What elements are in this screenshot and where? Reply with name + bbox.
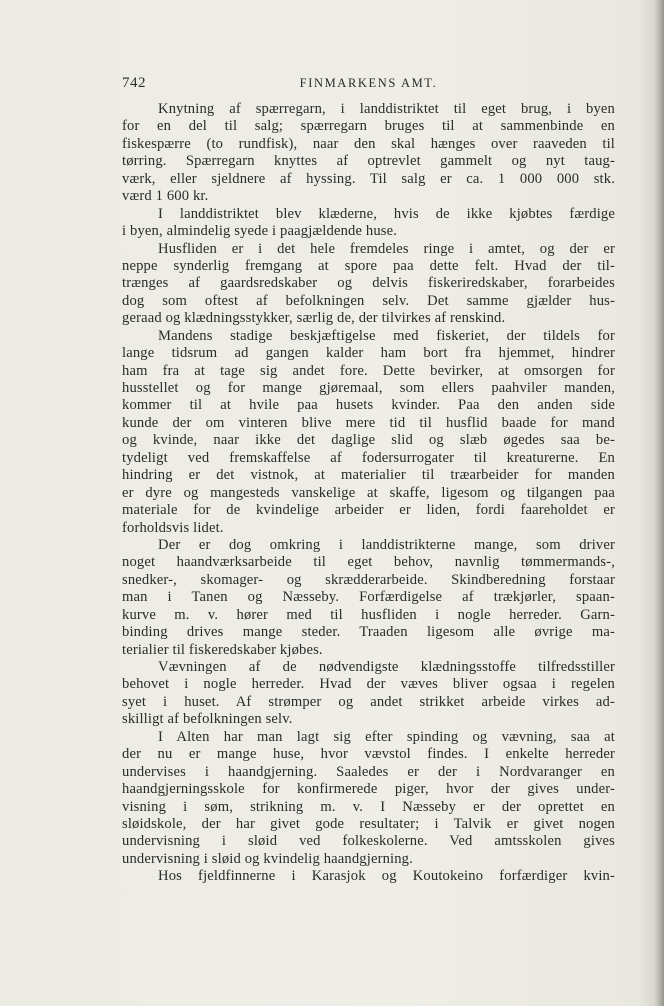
- text-line: geraad og klædningsstykker, særlig de, der tilvirkes af renskind.: [122, 310, 506, 327]
- text-line: fiskespærre (to rundfisk), naar den skal hænges over raaveden til: [122, 135, 615, 152]
- body-text: [122, 101, 615, 886]
- text-line: Hos fjeldfinnerne i Karasjok og Koutokeino forfærdiger kvin-: [158, 868, 615, 885]
- text-line: behovet i nogle herreder. Hvad der væves bliver ogsaa i regelen: [122, 676, 615, 693]
- text-line: ham fra at tage sig andet fore. Dette bevirker, at omsorgen for: [122, 362, 615, 379]
- text-line: visning i søm, strikning m. v. I Næsseby er der oprettet en: [122, 798, 615, 815]
- text-line: trænges af gaardsredskaber og delvis fiskeriredskaber, forarbeides: [122, 275, 615, 292]
- text-line: I Alten har man lagt sig efter spinding og vævning, saa at: [158, 728, 615, 745]
- running-title: FINMARKENS AMT.: [299, 76, 438, 90]
- page-number: 742: [122, 75, 146, 91]
- text-line: kurve m. v. hører med til husfliden i nogle herreder. Garn-: [122, 606, 615, 623]
- text-line: for en del til salg; spærregarn bruges til at sammenbinde en: [122, 118, 615, 135]
- text-line: terialier til fiskeredskaber kjøbes.: [122, 641, 323, 658]
- text-line: binding drives mange steder. Traaden ligesom alle øvrige ma-: [122, 624, 615, 641]
- text-line: noget haandværksarbeide til eget behov, navnlig tømmermands-,: [122, 554, 615, 571]
- text-line: er dyre og mangesteds vanskelige at skaffe, ligesom og tilgangen paa: [122, 484, 615, 501]
- text-line: Vævningen af de nødvendigste klædningsstoffe tilfredsstiller: [158, 659, 615, 675]
- text-line: Der er dog omkring i landdistrikterne mange, som driver: [158, 536, 615, 553]
- text-line: husstellet og for mange gjøremaal, som ellers paahviler manden,: [122, 380, 615, 396]
- text-line: undervises i haandgjerning. Saaledes er der i Nordvaranger en: [122, 763, 615, 780]
- text-line: Husfliden er i det hele fremdeles ringe i amtet, og der er: [158, 240, 615, 257]
- text-line: undervisning i sløid ved folkeskolerne. Ved amtsskolen gives: [122, 833, 615, 850]
- text-line: tørring. Spærregarn knyttes af optrevlet gammelt og nyt taug-: [122, 153, 615, 170]
- text-line: syet i huset. Af strømper og andet strikket arbeide virkes ad-: [122, 693, 615, 710]
- text-line: værd 1 600 kr.: [122, 188, 209, 205]
- text-line: der nu er mange huse, hvor vævstol findes. I enkelte herreder: [122, 746, 615, 763]
- page-edge-shadow: [654, 0, 664, 1006]
- text-line: sløidskole, der har givet gode resultater; i Talvik er givet nogen: [122, 815, 615, 832]
- page-header: [122, 75, 615, 95]
- text-line: i byen, almindelig syede i paagjældende huse.: [122, 223, 398, 240]
- text-line: I landdistriktet blev klæderne, hvis de ikke kjøbtes færdige: [158, 205, 615, 222]
- text-line: og kvinde, naar ikke det daglige slid og slæb øgedes saa be-: [122, 432, 615, 449]
- text-line: kunde der om vinteren blive mere tid til husflid baade for mand: [122, 414, 615, 431]
- text-line: kommer til at hvile paa husets kvinder. Paa den anden side: [122, 397, 615, 414]
- text-line: haandgjerningsskole for konfirmerede piger, hvor der gives under-: [122, 781, 615, 798]
- text-line: skilligt af befolkningen selv.: [122, 711, 293, 728]
- text-line: materiale for de kvindelige arbeider er liden, fordi faareholdet er: [122, 502, 615, 519]
- text-line: lange tidsrum ad gangen kalder ham bort fra hjemmet, hindrer: [122, 345, 615, 362]
- text-line: forholdsvis lidet.: [122, 519, 224, 536]
- text-line: Mandens stadige beskjæftigelse med fiskeriet, der tildels for: [158, 327, 615, 344]
- text-line: Knytning af spærregarn, i landdistriktet til eget brug, i byen: [158, 101, 615, 117]
- text-line: dog som oftest af befolkningen selv. Det samme gjælder hus-: [122, 292, 615, 309]
- text-line: snedker-, skomager- og skrædderarbeide. Skindberedning forstaar: [122, 571, 615, 588]
- text-line: tydeligt ved fremskaffelse af fodersurrogater til kreaturerne. En: [122, 449, 615, 466]
- text-line: værk, eller sjeldnere af hyssing. Til salg er ca. 1 000 000 stk.: [122, 170, 615, 187]
- text-line: man i Tanen og Næsseby. Forfærdigelse af trækjørler, spaan-: [122, 589, 615, 606]
- text-line: undervisning i sløid og kvindelig haandgjerning.: [122, 850, 413, 867]
- text-line: neppe synderlig fremgang at spore paa dette felt. Hvad der til-: [122, 257, 615, 274]
- text-line: hindring er det vistnok, at materialier til træarbeider for manden: [122, 467, 615, 484]
